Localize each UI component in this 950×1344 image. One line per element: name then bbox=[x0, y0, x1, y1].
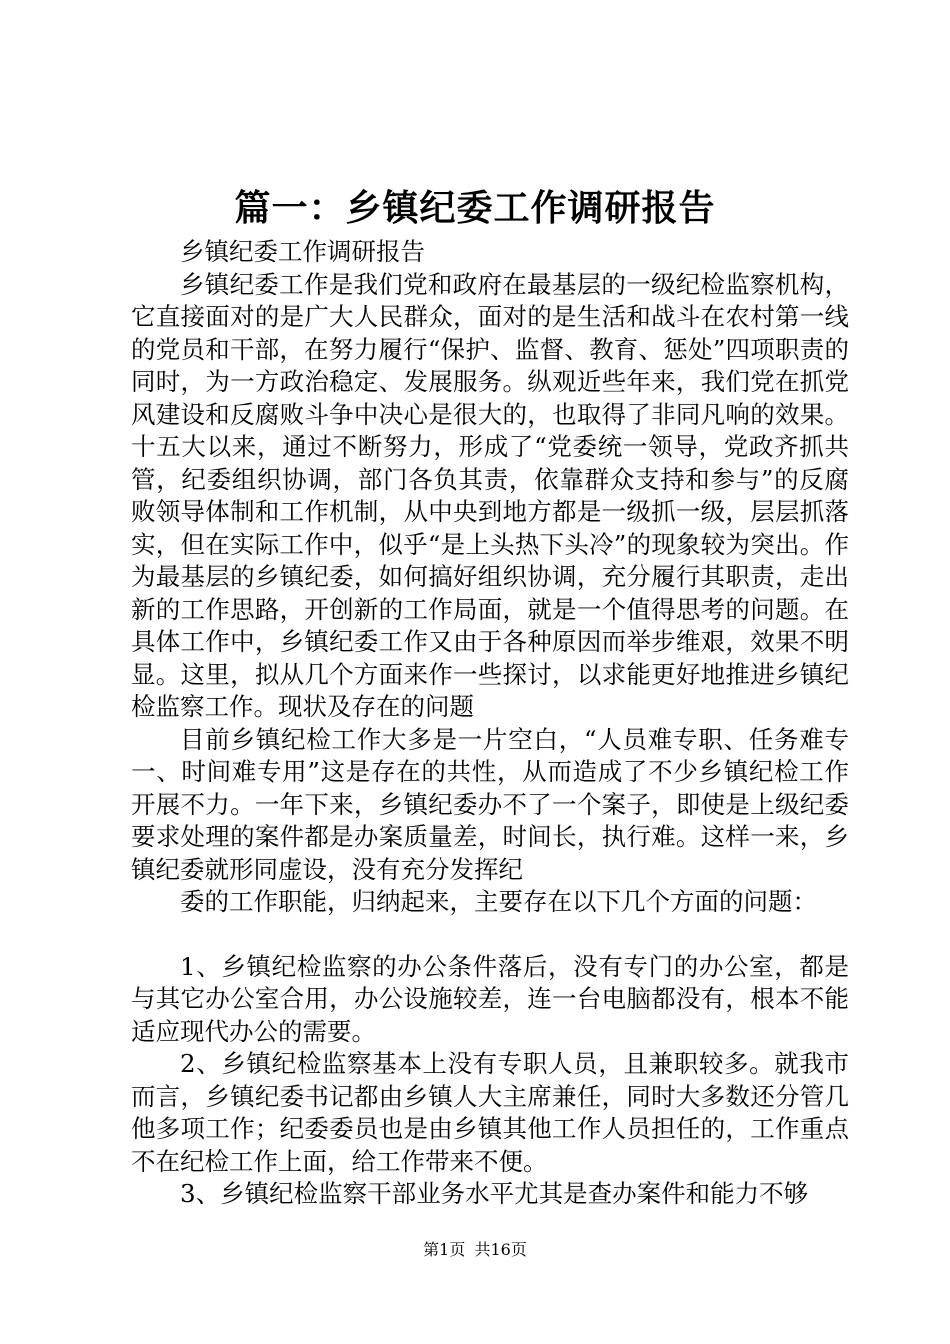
page-total: 共16页 bbox=[474, 1240, 527, 1259]
page-footer bbox=[0, 1240, 950, 1260]
document-body bbox=[131, 236, 849, 1211]
page-number: 第1页 bbox=[423, 1240, 466, 1259]
body-paragraph-item-2: 2、乡镇纪检监察基本上没有专职人员，且兼职较多。就我市而言，乡镇纪委书记都由乡镇人大主席兼任，同时大多数还分管几他多项工作；纪委委员也是由乡镇其他工作人员担任的，工作重点不在纪检工作上面，给工作带来不便。 bbox=[131, 1049, 849, 1176]
body-paragraph-intro: 乡镇纪委工作是我们党和政府在最基层的一级纪检监察机构，它直接面对的是广大人民群众，面对的是生活和战斗在农村第一线的党员和干部，在努力履行“保护、监督、教育、惩处”四项职责的同时，为一方政治稳定、发展服务。纵观近些年来，我们党在抓党风建设和反腐败斗争中决心是很大的，也取得了非同凡响的效果。十五大以来，通过不断努力，形成了“党委统一领导，党政齐抓共管，纪委组织协调，部门各负其责，依靠群众支持和参与”的反腐败领导体制和工作机制，从中央到地方都是一级抓一级，层层抓落实，但在实际工作中，似乎“是上头热下头冷”的现象较为突出。作为最基层的乡镇纪委，如何搞好组织协调，充分履行其职责，走出新的工作思路，开创新的工作局面，就是一个值得思考的问题。在具体工作中，乡镇纪委工作又由于各种原因而举步维艰，效果不明显。这里，拟从几个方面来作一些探讨，以求能更好地推进乡镇纪检监察工作。现状及存在的问题 bbox=[131, 269, 849, 721]
body-paragraph-item-3: 3、乡镇纪检监察干部业务水平尤其是查办案件和能力不够 bbox=[180, 1179, 809, 1208]
body-paragraph-item-1: 1、乡镇纪检监察的办公条件落后，没有专门的办公室，都是与其它办公室合用，办公设施较差，连一台电脑都没有，根本不能适应现代办公的需要。 bbox=[131, 951, 849, 1046]
body-paragraph-subtitle: 乡镇纪委工作调研报告 bbox=[180, 237, 425, 266]
body-paragraph-problems-lead: 委的工作职能，归纳起来，主要存在以下几个方面的问题： bbox=[180, 887, 817, 916]
document-title: 篇一：乡镇纪委工作调研报告 bbox=[234, 187, 716, 229]
body-paragraph-status: 目前乡镇纪检工作大多是一片空白，“人员难专职、任务难专一、时间难专用”这是存在的共性，从而造成了不少乡镇纪检工作开展不力。一年下来，乡镇纪委办不了一个案子，即使是上级纪委要求处理的案件都是办案质量差，时间长，执行难。这样一来，乡镇纪委就形同虚设，没有充分发挥纪 bbox=[131, 724, 849, 884]
